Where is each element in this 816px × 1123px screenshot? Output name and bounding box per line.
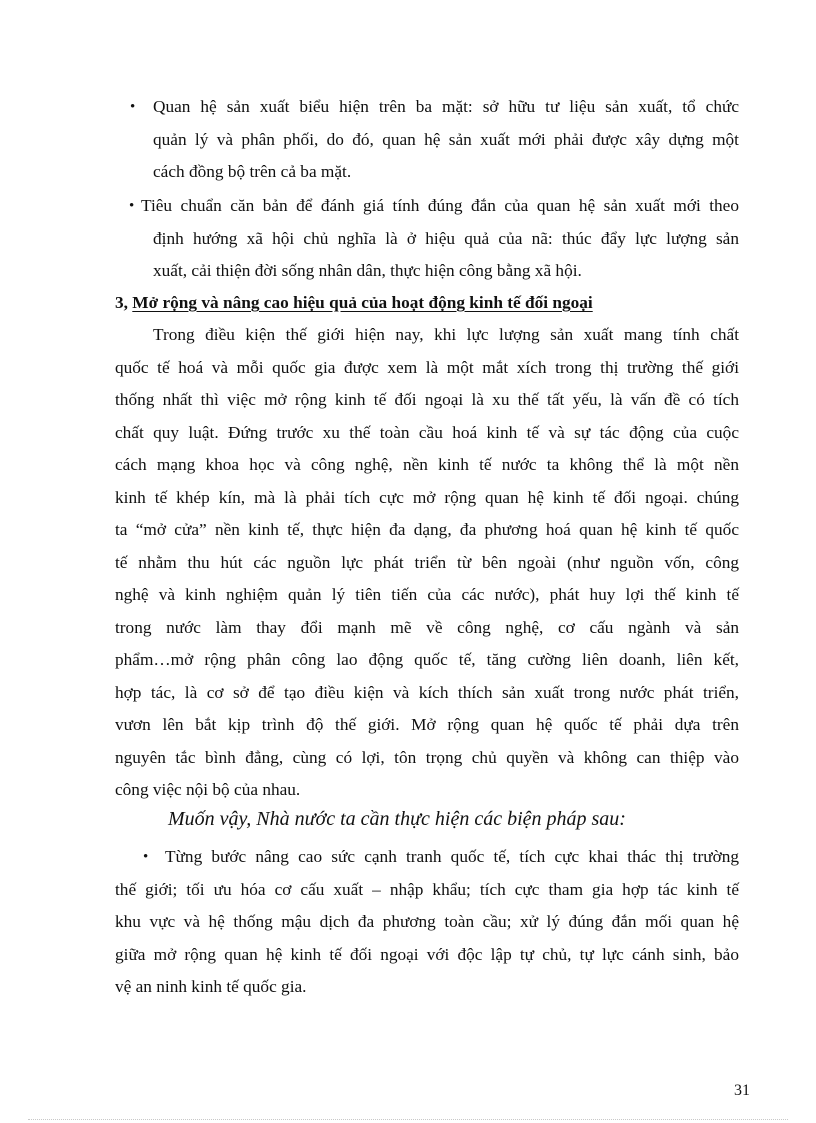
page-number: 31 [734, 1082, 750, 1099]
footer-divider [28, 1119, 788, 1120]
paragraph-line: cách mạng khoa học và công nghệ, nền kinh tế nước ta không thể là một nền [115, 455, 739, 474]
paragraph-line: thống nhất thì việc mở rộng kinh tế đối ngoại là xu thế tất yếu, là vấn đề có tích [115, 390, 739, 409]
bullet-1-line: quản lý và phân phối, do đó, quan hệ sản xuất mới phải được xây dựng một [153, 129, 739, 149]
paragraph-line: nguyên tắc bình đẳng, cùng có lợi, tôn trọng chủ quyền và không can thiệp vào [115, 747, 739, 767]
bullet-3-line: giữa mở rộng quan hệ kinh tế đối ngoại với độc lập tự chủ, tự lực cánh sinh, bảo [115, 944, 739, 964]
section-title: Mở rộng và nâng cao hiệu quả của hoạt động kinh tế đối ngoại [132, 293, 593, 312]
paragraph-line: kinh tế khép kín, mà là phải tích cực mở rộng quan hệ kinh tế đối ngoại. chúng [115, 487, 739, 507]
paragraph-line: trong nước làm thay đổi mạnh mẽ về công nghệ, cơ cấu ngành và sản [115, 617, 739, 637]
paragraph-line: nghệ và kinh nghiệm quản lý tiên tiến của các nước), phát huy lợi thế kinh tế [115, 585, 739, 604]
paragraph-line: Trong điều kiện thế giới hiện nay, khi lực lượng sản xuất mang tính chất [153, 325, 739, 344]
paragraph-line: phẩm…mở rộng phân công lao động quốc tế, tăng cường liên doanh, liên kết, [115, 650, 739, 669]
bullet-3-line: khu vực và hệ thống mậu dịch đa phương toàn cầu; xử lý đúng đắn mối quan hệ [115, 912, 739, 931]
bullet-3-line: thế giới; tối ưu hóa cơ cấu xuất – nhập khẩu; tích cực tham gia hợp tác kinh tế [115, 879, 739, 899]
section-heading [115, 287, 593, 320]
bullet-1-line: cách đồng bộ trên cả ba mặt. [153, 162, 352, 181]
paragraph-line: hợp tác, là cơ sở để tạo điều kiện và kích thích sản xuất trong nước phát triển, [115, 682, 739, 702]
measures-intro: Muốn vậy, Nhà nước ta cần thực hiện các biện pháp sau: [168, 808, 626, 830]
bullet-icon: • [129, 198, 135, 214]
bullet-icon: • [143, 849, 149, 865]
paragraph-line: quốc tế hoá và mỗi quốc gia được xem là một mắt xích trong thị trường thế giới [115, 357, 739, 377]
paragraph-line: tế nhằm thu hút các nguồn lực phát triển từ bên ngoài (như nguồn vốn, công [115, 552, 739, 572]
bullet-2-line: Tiêu chuẩn căn bản để đánh giá tính đúng đắn của quan hệ sản xuất mới theo [141, 196, 739, 215]
bullet-1-line: Quan hệ sản xuất biểu hiện trên ba mặt: sở hữu tư liệu sản xuất, tổ chức [153, 97, 739, 116]
bullet-icon: • [130, 99, 136, 115]
bullet-2-line: định hướng xã hội chủ nghĩa là ở hiệu quả của nã: thúc đẩy lực lượng sản [153, 228, 739, 248]
paragraph-line: chất quy luật. Đứng trước xu thế toàn cầu hoá kinh tế và sự tác động của cuộc [115, 422, 739, 442]
bullet-3-line: vệ an ninh kinh tế quốc gia. [115, 977, 307, 996]
paragraph-line: công việc nội bộ của nhau. [115, 780, 301, 799]
bullet-2-line: xuất, cải thiện đời sống nhân dân, thực hiện công bằng xã hội. [153, 261, 582, 280]
bullet-3-line: Từng bước nâng cao sức cạnh tranh quốc tế, tích cực khai thác thị trường [165, 847, 739, 866]
paragraph-line: vươn lên bắt kịp trình độ thế giới. Mở rộng quan hệ quốc tế phải dựa trên [115, 715, 739, 734]
paragraph-line: ta “mở cửa” nền kinh tế, thực hiện đa dạng, đa phương hoá quan hệ kinh tế quốc [115, 520, 739, 539]
section-number: 3, [115, 293, 128, 312]
